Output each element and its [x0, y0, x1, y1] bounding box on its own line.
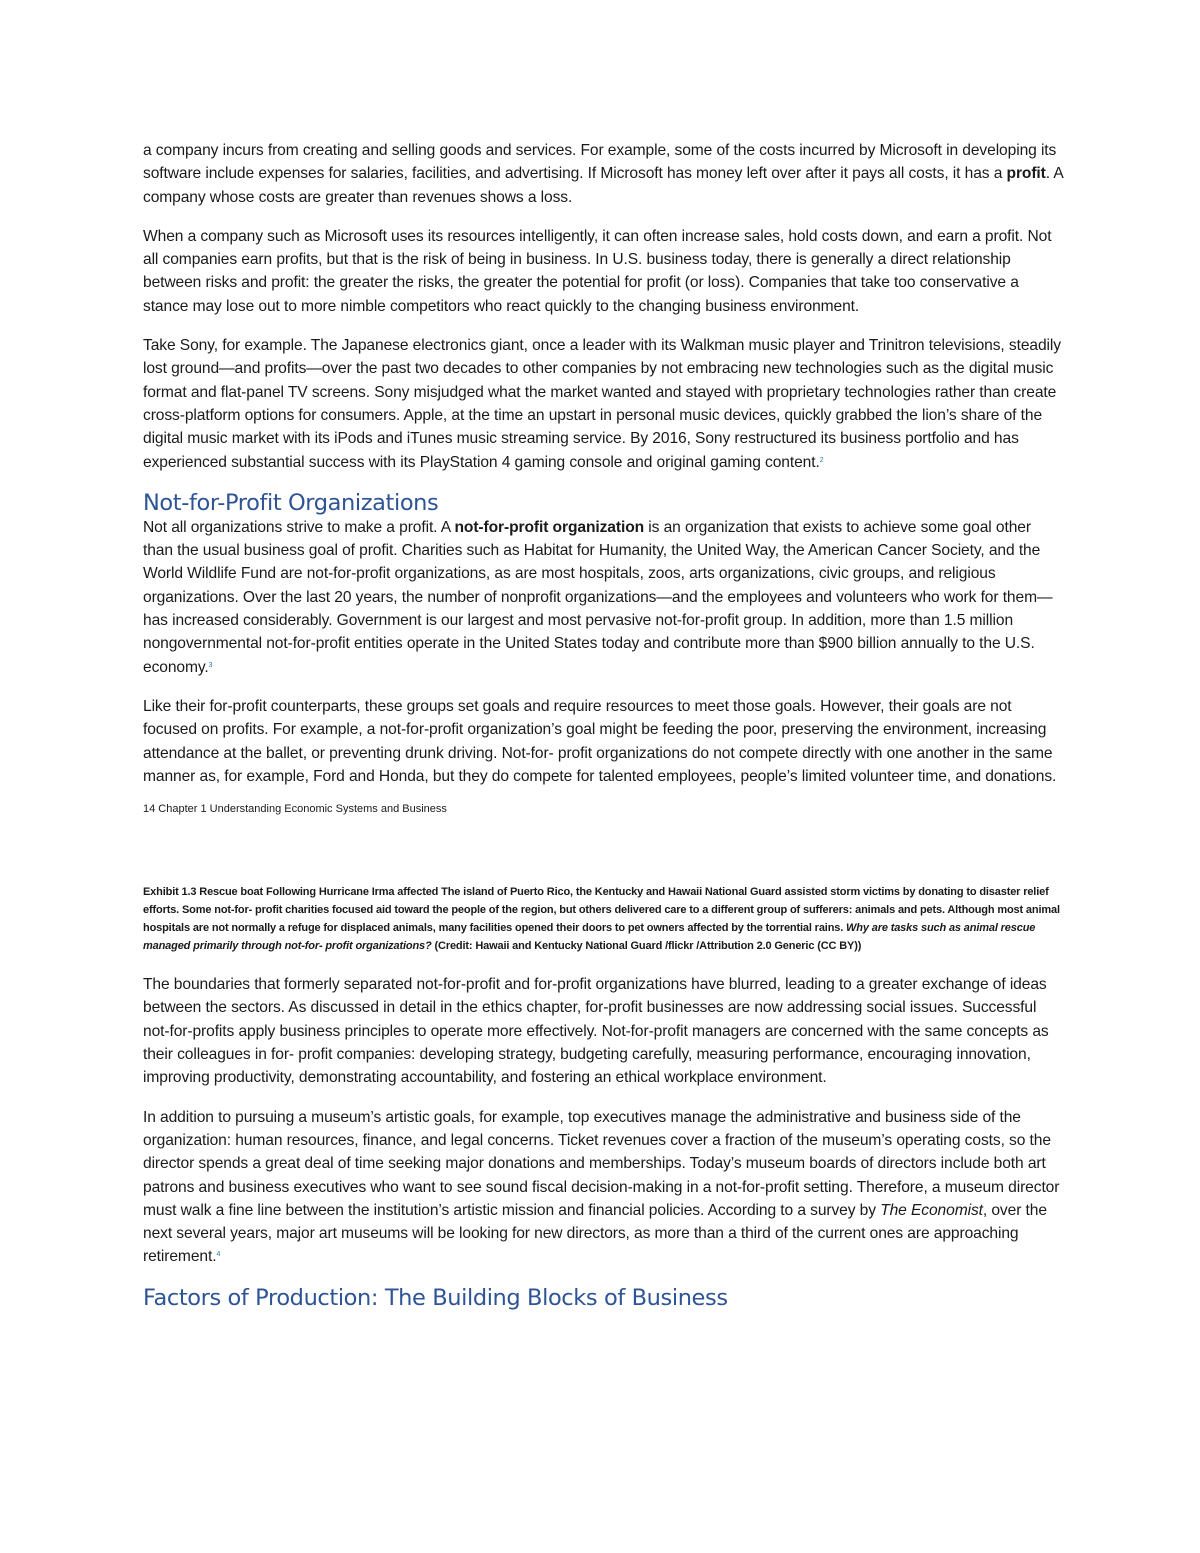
footnote-marker[interactable]: 2 [819, 456, 824, 464]
text-run: Exhibit 1.3 Rescue boat Following Hurricane Irma affected The island of Puerto Rico, the Kentucky and Hawaii National Guard assisted storm victims by donating to disaster relief efforts. Some not-for- profit charities focused aid toward the people of the region, but others delivered care to a different group of sufferers: animals and pets. Although most animal hospitals are not normally a refuge for displaced animals, many facilities opened their doors to pet owners affected by the torrential rains. [143, 886, 1060, 935]
paragraph-not-for-profit-definition [143, 516, 1063, 679]
italic-text: The Economist [880, 1201, 983, 1219]
text-run: (Credit: Hawaii and Kentucky National Guard /flickr /Attribution 2.0 Generic (CC BY)) [431, 940, 862, 953]
text-run: The boundaries that formerly separated not-for-profit and for-profit organizations have blurred, leading to a greater exchange of ideas between the sectors. As discussed in detail in the ethics chapter, for-profit businesses are now addressing social issues. Successful not-for-profits apply business principles to operate more effectively. Not-for-profit managers are concerned with the same concepts as their colleagues in for- profit companies: developing strategy, budgeting carefully, measuring performance, encouraging innovation, improving productivity, demonstrating accountability, and fostering an ethical workplace environment. [143, 976, 1049, 1087]
text-run: , over the next several years, major art museums will be looking for new directors, as more than a third of the current ones are approaching retirement. [143, 1201, 1047, 1266]
text-run: Not all organizations strive to make a profit. A [143, 518, 455, 536]
paragraph-profit-definition [143, 139, 1063, 209]
footnote-marker[interactable]: 3 [208, 661, 213, 669]
italic-text: Why are tasks such as animal rescue managed primarily through not-for- profit organizations? [143, 922, 1036, 953]
paragraph-museum-example [143, 1106, 1063, 1269]
text-run: a company incurs from creating and selling goods and services. For example, some of the costs incurred by Microsoft in developing its software include expenses for salaries, facilities, and advertising. If Microsoft has money left over after it pays all costs, it has a [143, 142, 1057, 183]
running-footer: 14 Chapter 1 Understanding Economic Systems and Business [143, 803, 447, 816]
paragraph-sony-example [143, 334, 1063, 474]
text-run: In addition to pursuing a museum’s artistic goals, for example, top executives manage the administrative and business side of the organization: human resources, finance, and legal concerns. Ticket revenues cover a fraction of the museum’s operating costs, so the director spends a great deal of time seeking major donations and memberships. Today’s museum boards of directors include both art patrons and business executives who want to see sound fiscal decision-making in a not-for-profit setting. Therefore, a museum director must walk a fine line between the institution’s artistic mission and financial policies. According to a survey by [143, 1108, 1060, 1219]
bold-term: not-for-profit organization [454, 518, 645, 536]
text-run: . A company whose costs are greater than revenues shows a loss. [143, 165, 1063, 206]
text-run: Like their for-profit counterparts, these groups set goals and require resources to meet those goals. However, their goals are not focused on profits. For example, a not-for-profit organization’s goal might be feeding the poor, preserving the environment, increasing attendance at the ballet, or preventing drunk driving. Not-for- profit organizations do not compete directly with one another in the same manner as, for example, Ford and Honda, but they do compete for talented employees, people’s limited volunteer time, and donations. [143, 697, 1057, 785]
heading-not-for-profit: Not-for-Profit Organizations [143, 489, 439, 516]
bold-term: profit [1006, 165, 1046, 183]
footnote-marker[interactable]: 4 [216, 1251, 221, 1259]
document-page [143, 139, 1063, 1311]
text-run: When a company such as Microsoft uses its resources intelligently, it can often increase sales, hold costs down, and earn a profit. Not all companies earn profits, but that is the risk of being in business. In U.S. business today, there is generally a direct relationship between risks and profit: the greater the risks, the greater the potential for profit (or loss). Companies that take too conservative a stance may lose out to more nimble competitors who react quickly to the changing business environment. [143, 227, 1052, 315]
paragraph-blurred-boundaries [143, 973, 1063, 1089]
text-run: is an organization that exists to achieve some goal other than the usual business goal of profit. Charities such as Habitat for Humanity, the United Way, the American Cancer Society, and the World Wildlife Fund are not-for-profit organizations, as are most hospitals, zoos, arts organizations, civic groups, and religious organizations. Over the last 20 years, the number of nonprofit organizations—and the employees and volunteers who work for them—has increased considerably. Government is our largest and most pervasive not-for-profit group. In addition, more than 1.5 million nongovernmental not-for-profit entities operate in the United States today and contribute more than $900 billion annually to the U.S. economy. [143, 518, 1053, 676]
paragraph-risk-and-profit [143, 225, 1063, 318]
text-run: Take Sony, for example. The Japanese electronics giant, once a leader with its Walkman music player and Trinitron televisions, steadily lost ground—and profits—over the past two decades to other companies by not embracing new technologies such as the digital music format and flat-panel TV screens. Sony misjudged what the market wanted and stayed with proprietary technologies rather than create cross-platform options for consumers. Apple, at the time an upstart in personal music devices, quickly grabbed the lion’s share of the digital music market with its iPods and iTunes music streaming service. By 2016, Sony restructured its business portfolio and has experienced substantial success with its PlayStation 4 gaming console and original gaming content. [143, 337, 1061, 471]
heading-factors-of-production: Factors of Production: The Building Blocks of Business [143, 1284, 728, 1311]
exhibit-caption [143, 883, 1063, 955]
paragraph-not-for-profit-goals [143, 695, 1063, 788]
